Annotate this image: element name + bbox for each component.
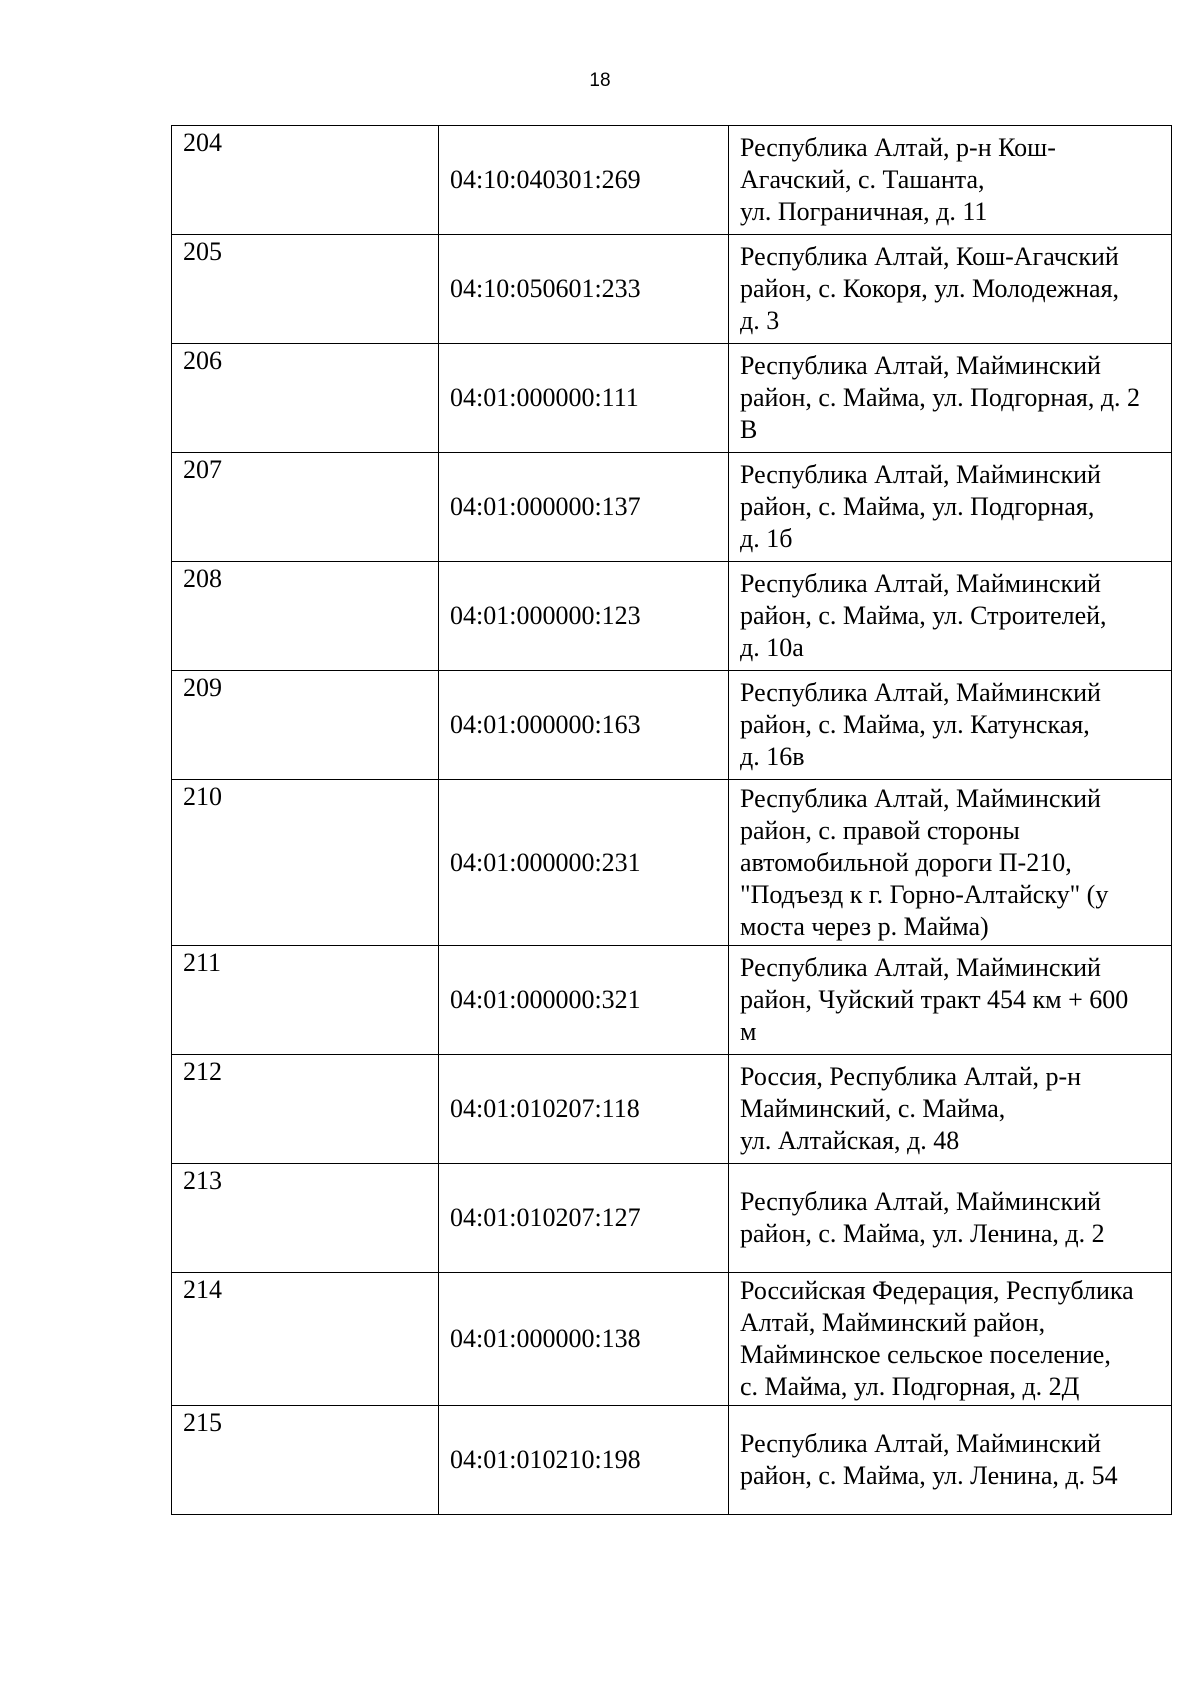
cadastral-number: 04:01:000000:111 [439, 344, 729, 453]
table-row [172, 946, 1172, 1055]
address: Республика Алтай, Майминский район, с. Майма, ул. Катунская, д. 16в [729, 671, 1172, 780]
address: Российская Федерация, Республика Алтай, Майминский район, Майминское сельское поселение, с. Майма, ул. Подгорная, д. 2Д [729, 1273, 1172, 1406]
row-number: 204 [172, 126, 439, 235]
page-number: 18 [589, 70, 611, 91]
row-number: 212 [172, 1055, 439, 1164]
address: Республика Алтай, Майминский район, с. Майма, ул. Подгорная, д. 2 В [729, 344, 1172, 453]
address: Республика Алтай, Кош-Агачский район, с. Кокоря, ул. Молодежная, д. 3 [729, 235, 1172, 344]
cadastral-number: 04:01:000000:163 [439, 671, 729, 780]
row-number: 215 [172, 1406, 439, 1515]
table-row [172, 562, 1172, 671]
table-row [172, 671, 1172, 780]
row-number: 213 [172, 1164, 439, 1273]
table-row [172, 235, 1172, 344]
row-number: 208 [172, 562, 439, 671]
table-row [172, 1273, 1172, 1406]
table-row [172, 780, 1172, 946]
table-row [172, 453, 1172, 562]
cadastral-number: 04:01:010207:127 [439, 1164, 729, 1273]
cadastral-number: 04:10:040301:269 [439, 126, 729, 235]
table-row [172, 1406, 1172, 1515]
table-row [172, 344, 1172, 453]
row-number: 206 [172, 344, 439, 453]
address: Россия, Республика Алтай, р-н Майминский, с. Майма, ул. Алтайская, д. 48 [729, 1055, 1172, 1164]
row-number: 214 [172, 1273, 439, 1406]
cadastral-number: 04:01:000000:123 [439, 562, 729, 671]
cadastral-number: 04:01:000000:137 [439, 453, 729, 562]
address: Республика Алтай, Майминский район, с. Майма, ул. Ленина, д. 2 [729, 1164, 1172, 1273]
row-number: 205 [172, 235, 439, 344]
address: Республика Алтай, Майминский район, с. Майма, ул. Строителей, д. 10а [729, 562, 1172, 671]
table-row [172, 1055, 1172, 1164]
row-number: 210 [172, 780, 439, 946]
address: Республика Алтай, Майминский район, с. правой стороны автомобильной дороги П-210, "Подъезд к г. Горно-Алтайску" (у моста через р. Майма) [729, 780, 1172, 946]
cadastral-number: 04:10:050601:233 [439, 235, 729, 344]
table-row [172, 1164, 1172, 1273]
table-row [172, 126, 1172, 235]
cadastral-number: 04:01:010210:198 [439, 1406, 729, 1515]
cadastral-number: 04:01:010207:118 [439, 1055, 729, 1164]
row-number: 209 [172, 671, 439, 780]
address: Республика Алтай, Майминский район, с. Майма, ул. Ленина, д. 54 [729, 1406, 1172, 1515]
cadastral-number: 04:01:000000:231 [439, 780, 729, 946]
row-number: 207 [172, 453, 439, 562]
property-table [171, 125, 1172, 1515]
row-number: 211 [172, 946, 439, 1055]
address: Республика Алтай, Майминский район, Чуйский тракт 454 км + 600 м [729, 946, 1172, 1055]
address: Республика Алтай, Майминский район, с. Майма, ул. Подгорная, д. 1б [729, 453, 1172, 562]
cadastral-number: 04:01:000000:321 [439, 946, 729, 1055]
address: Республика Алтай, р-н Кош- Агачский, с. Ташанта, ул. Пограничная, д. 11 [729, 126, 1172, 235]
cadastral-number: 04:01:000000:138 [439, 1273, 729, 1406]
